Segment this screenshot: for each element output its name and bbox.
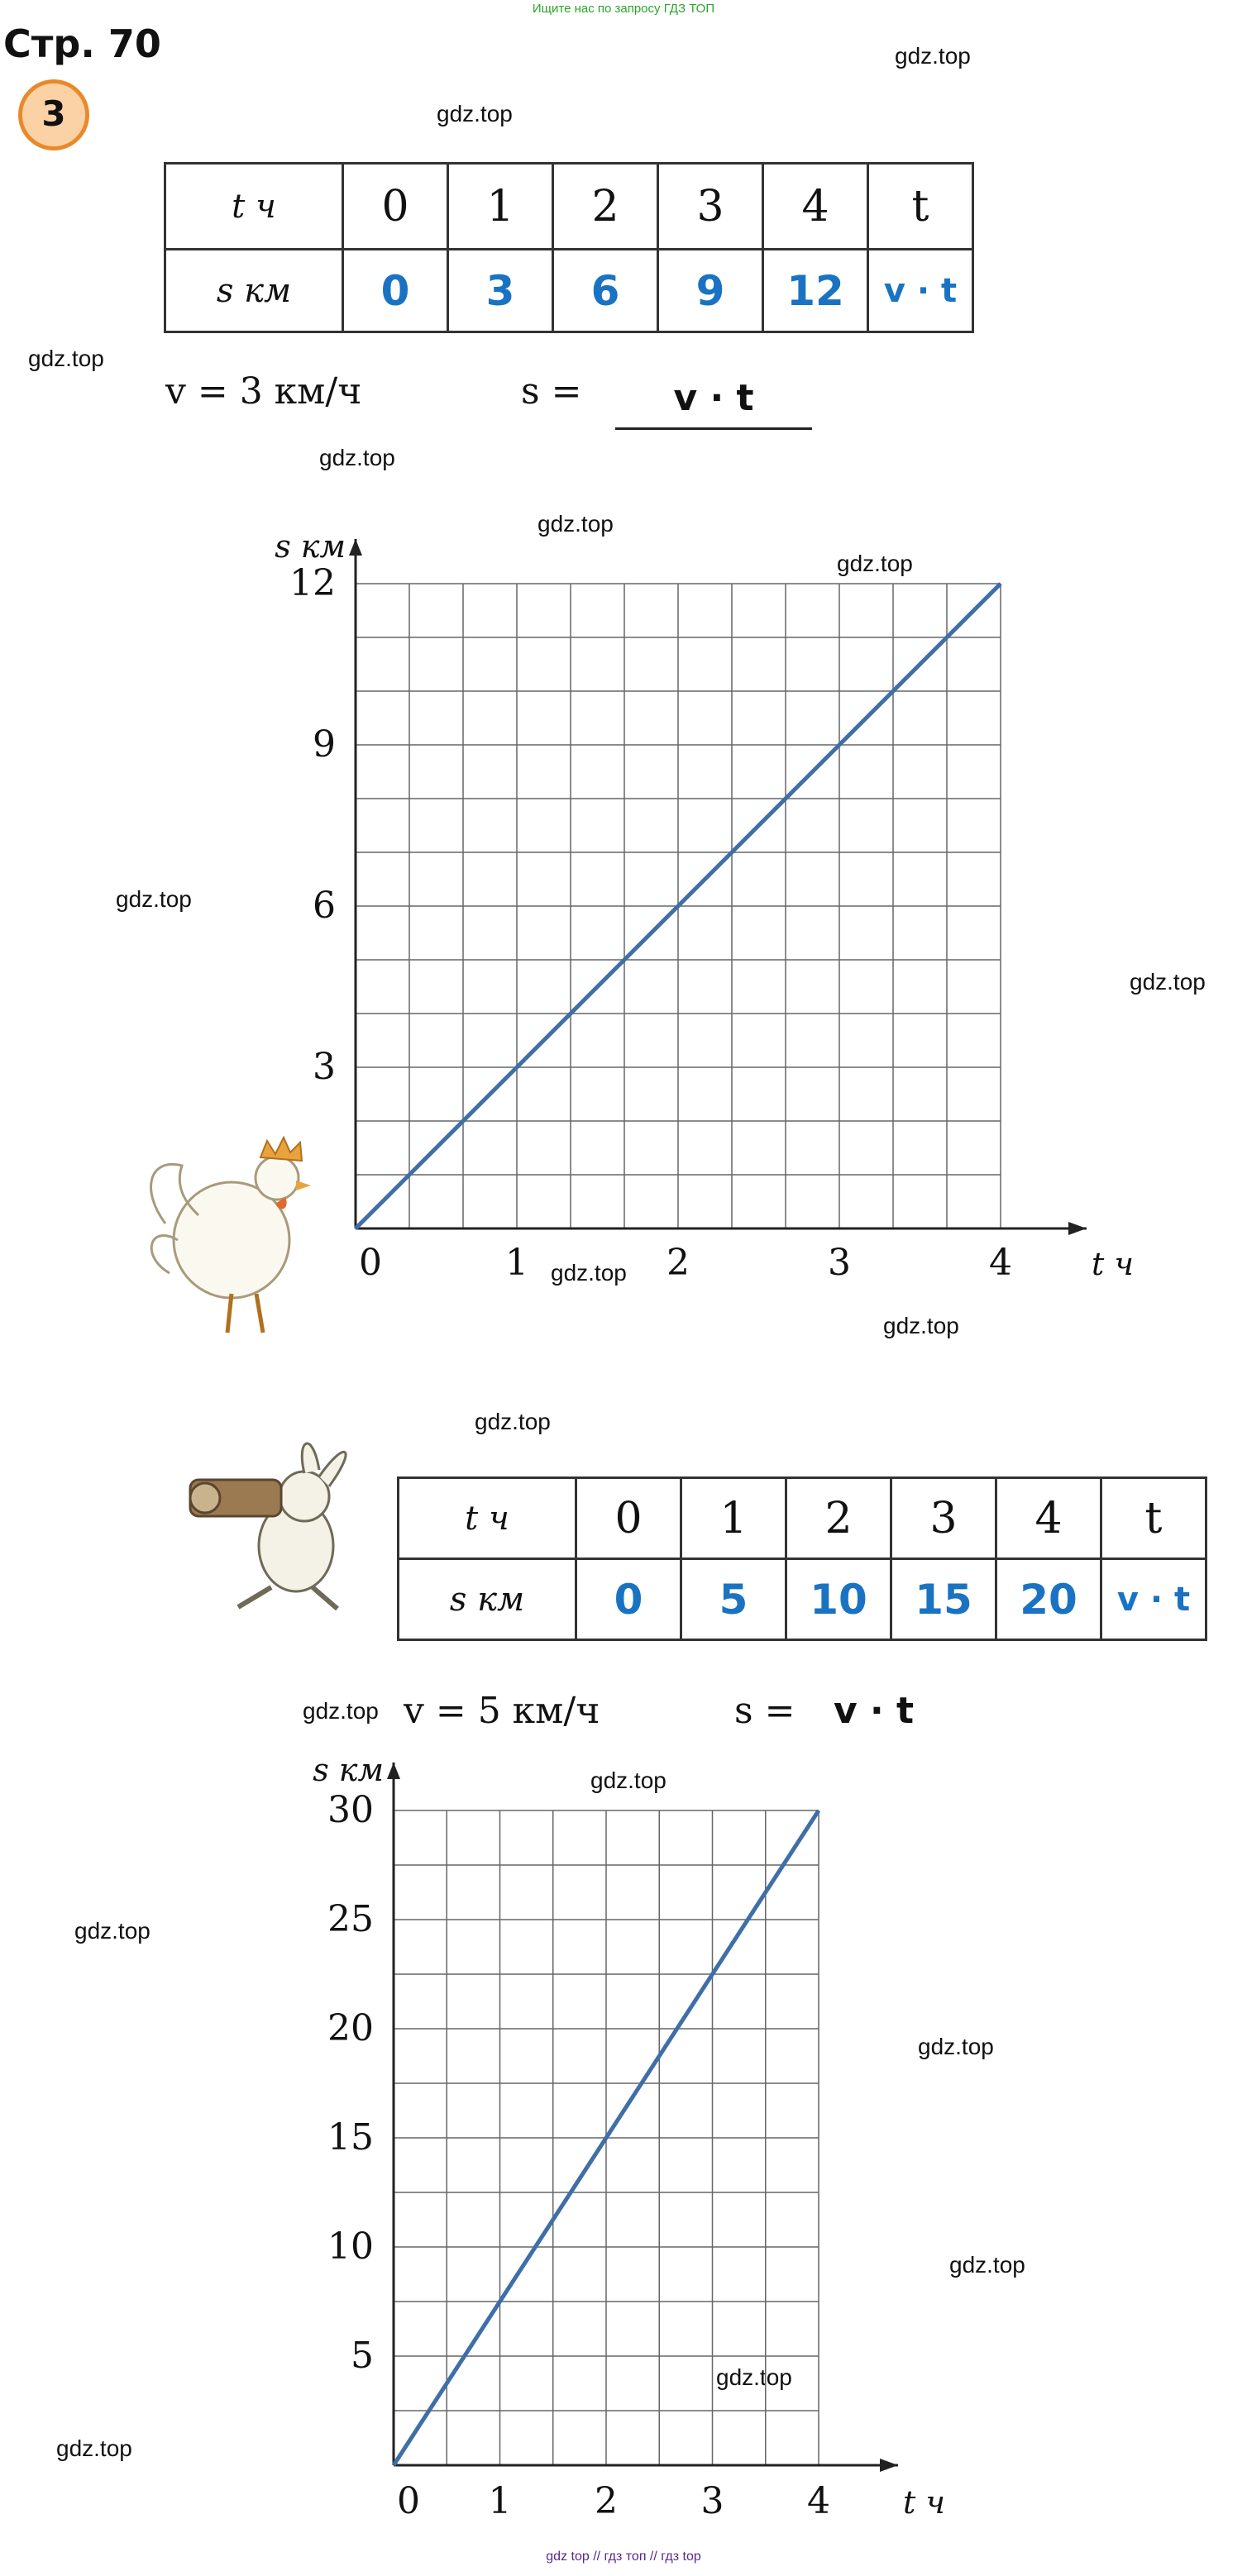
table-cell: 4	[996, 1478, 1101, 1559]
watermark: gdz.top	[551, 1260, 627, 1286]
distance-time-chart-1	[116, 513, 1141, 1339]
watermark: gdz.top	[319, 445, 395, 470]
x-tick-label: 2	[666, 1242, 690, 1284]
table-cell: 1	[448, 164, 553, 250]
x-tick-label: 0	[397, 2480, 420, 2522]
watermark: gdz.top	[538, 511, 614, 537]
table-cell: t	[1101, 1478, 1206, 1559]
answer-cell: 20	[996, 1559, 1101, 1640]
table-cell: 4	[763, 164, 868, 250]
answer-cell: 3	[448, 250, 553, 332]
y-tick-label: 20	[327, 2007, 374, 2049]
y-tick-label: 10	[327, 2225, 374, 2268]
x-tick-label: 1	[505, 1242, 528, 1284]
watermark: gdz.top	[918, 2034, 994, 2059]
table-cell: 2	[786, 1478, 891, 1559]
distance-formula-answer-2: v · t	[834, 1690, 915, 1732]
rooster-illustration	[151, 1138, 311, 1333]
y-axis-label: s км	[275, 528, 346, 565]
table-cell: 1	[681, 1478, 786, 1559]
watermark: gdz.top	[1130, 969, 1206, 995]
y-tick-label: 6	[313, 885, 336, 927]
y-axis-label: s км	[313, 1752, 384, 1788]
watermark: gdz.top	[883, 1313, 959, 1338]
x-axis-label: t ч	[903, 2484, 945, 2521]
distance-formula-label-2: s =	[734, 1690, 796, 1732]
page-label: Стр. 70	[3, 21, 161, 66]
hare-illustration	[180, 1422, 395, 1620]
y-tick-label: 12	[289, 562, 336, 604]
y-tick-label: 30	[327, 1789, 374, 1831]
y-tick-label: 15	[327, 2116, 374, 2159]
table-row-label: s км	[165, 250, 343, 332]
x-axis-label: t ч	[1092, 1246, 1134, 1282]
answer-cell: 6	[553, 250, 658, 332]
table-cell: 3	[891, 1478, 996, 1559]
x-tick-label: 0	[359, 1242, 382, 1284]
table-row-label: t ч	[165, 164, 343, 250]
answer-cell: 12	[763, 250, 868, 332]
watermark: gdz.top	[949, 2252, 1025, 2278]
answer-cell: 0	[343, 250, 448, 332]
y-tick-label: 3	[313, 1046, 336, 1088]
x-tick-label: 1	[488, 2480, 512, 2522]
distance-formula-answer: v · t	[615, 377, 812, 430]
watermark: gdz.top	[28, 346, 104, 371]
watermark: gdz.top	[74, 1918, 150, 1944]
answer-cell: 9	[658, 250, 763, 332]
watermark: gdz.top	[437, 101, 513, 126]
table-cell: 0	[343, 164, 448, 250]
distance-formula-label: s =	[521, 370, 582, 413]
x-axis-arrow	[880, 2459, 898, 2472]
watermark: gdz.top	[590, 1767, 666, 1793]
table-cell: 0	[576, 1478, 681, 1559]
x-axis-arrow	[1068, 1222, 1087, 1235]
answer-cell: 5	[681, 1559, 786, 1640]
answer-cell: v · t	[1101, 1559, 1206, 1640]
distance-time-chart-2	[248, 1736, 959, 2530]
y-tick-label: 25	[327, 1898, 374, 1940]
y-tick-label: 9	[313, 723, 336, 766]
watermark: gdz.top	[716, 2364, 792, 2390]
watermark: gdz.top	[56, 2435, 132, 2461]
watermark: gdz.top	[475, 1409, 551, 1434]
x-tick-label: 2	[595, 2480, 618, 2522]
task-number-badge: 3	[18, 79, 89, 150]
answer-cell: 10	[786, 1559, 891, 1640]
answer-cell: v · t	[868, 250, 973, 332]
speed-formula	[165, 370, 361, 413]
answer-cell: 15	[891, 1559, 996, 1640]
watermark: gdz.top	[303, 1698, 379, 1724]
value-table-2	[397, 1476, 1207, 1641]
table-cell: 2	[553, 164, 658, 250]
table-row-label: s км	[399, 1559, 576, 1640]
watermark: gdz.top	[837, 551, 913, 576]
x-tick-label: 3	[828, 1242, 851, 1284]
table-cell: 3	[658, 164, 763, 250]
y-tick-label: 5	[351, 2335, 374, 2377]
value-table-1	[164, 162, 974, 333]
footer-links[interactable]: gdz top // гдз топ // гдз top	[546, 2550, 701, 2564]
speed-formula-2: v = 5 км/ч	[404, 1690, 600, 1732]
y-axis-arrow	[387, 1763, 400, 1779]
chart-tick-labels	[313, 1752, 945, 2522]
search-banner[interactable]: Ищите нас по запросу ГДЗ ТОП	[532, 2, 715, 16]
x-tick-label: 3	[700, 2480, 724, 2522]
chart-axes	[349, 539, 1087, 1235]
y-axis-arrow	[349, 539, 362, 556]
table-cell: t	[868, 164, 973, 250]
table-row-label: t ч	[399, 1478, 576, 1559]
watermark: gdz.top	[895, 43, 971, 69]
watermark: gdz.top	[116, 886, 192, 912]
speed-value: v = 3 км/ч	[165, 370, 362, 413]
answer-cell: 0	[576, 1559, 681, 1640]
chart-axes	[387, 1763, 898, 2472]
x-tick-label: 4	[989, 1242, 1012, 1284]
x-tick-label: 4	[807, 2480, 830, 2522]
